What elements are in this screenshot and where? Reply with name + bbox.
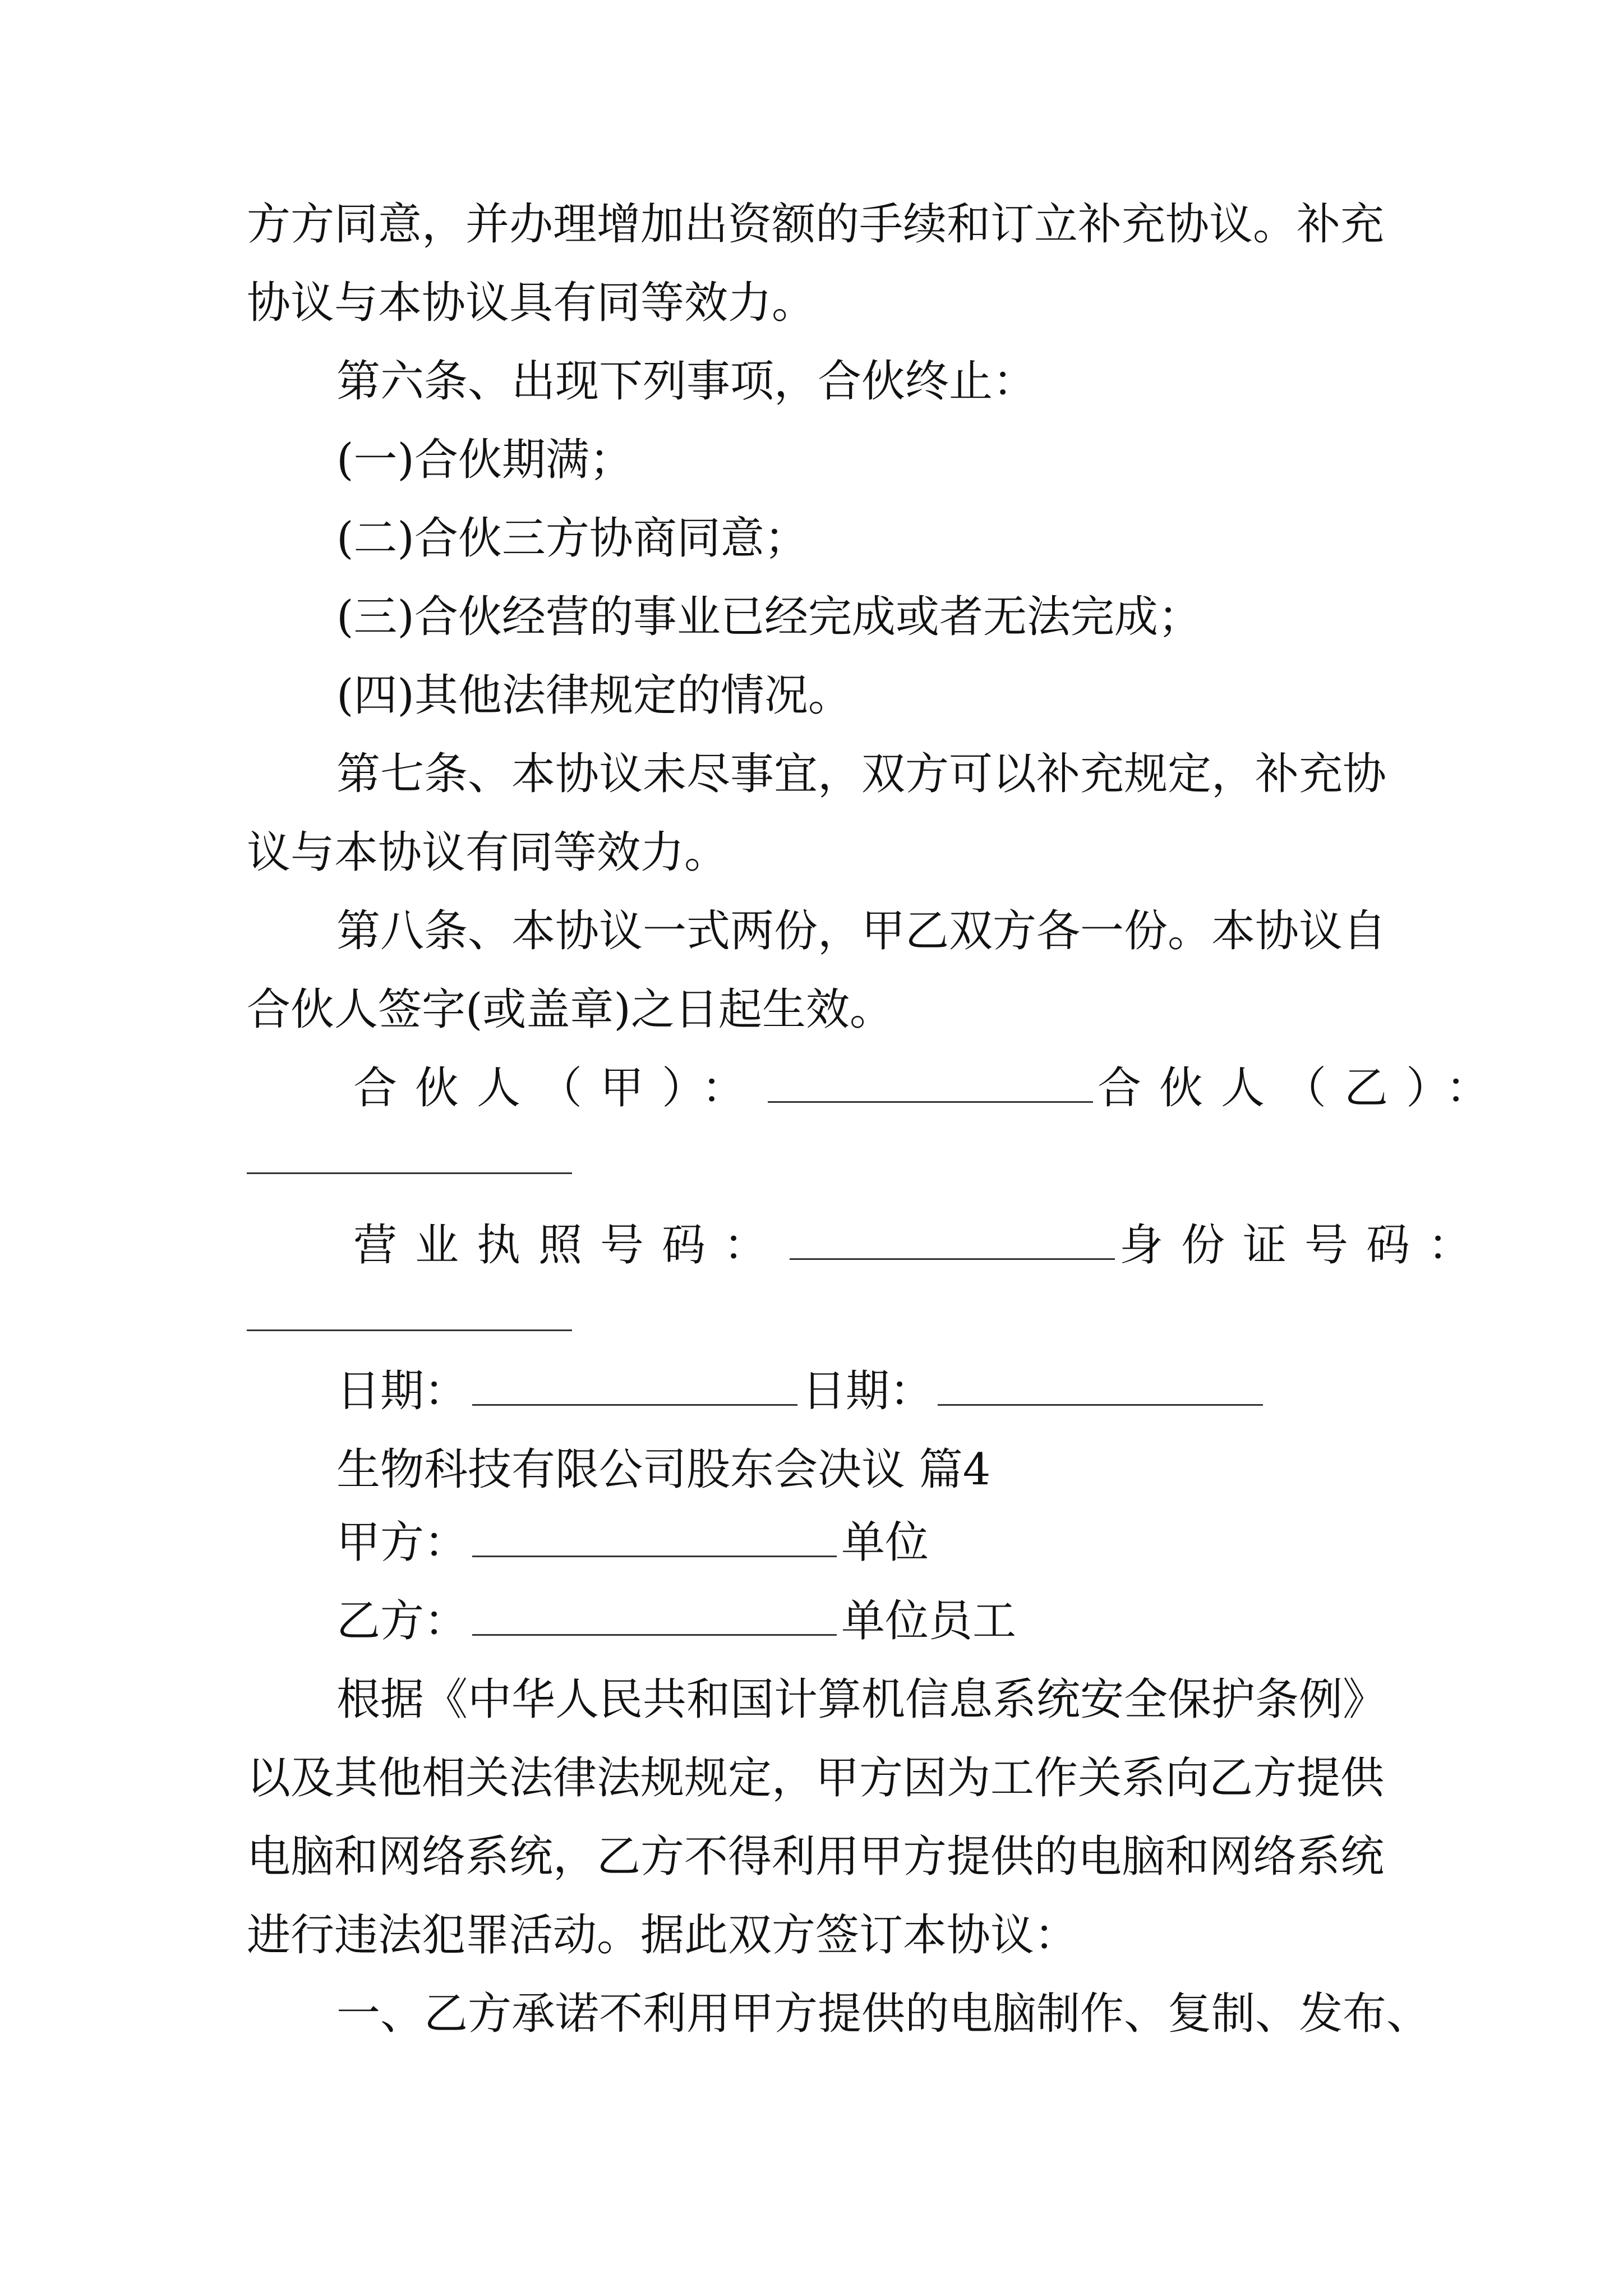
- paragraph-line: 议与本协议有同等效力。: [247, 827, 728, 878]
- party-b-label: 乙方：: [336, 1596, 468, 1646]
- paragraph-line: 进行违法犯罪活动。据此双方签订本协议：: [247, 1910, 1078, 1961]
- list-item: (一)合伙期满；: [336, 435, 633, 485]
- id-number-label: 身份证号码：: [1119, 1220, 1490, 1271]
- party-b-row: [336, 1593, 1016, 1649]
- paragraph-line: 合伙人签字(或盖章)之日起生效。: [247, 984, 893, 1035]
- partner-signature-row: [353, 1060, 1507, 1116]
- paragraph-line: 协议与本协议具有同等效力。: [247, 278, 816, 328]
- article-six-heading: 第六条、出现下列事项，合伙终止：: [336, 356, 1037, 407]
- date-label-a: 日期：: [336, 1366, 468, 1416]
- article-seven: 第七条、本协议未尽事宜，双方可以补充规定，补充协: [336, 749, 1387, 799]
- id-number-blank[interactable]: [247, 1329, 572, 1331]
- partner-b-blank[interactable]: [247, 1172, 572, 1174]
- party-a-label: 甲方：: [336, 1517, 468, 1568]
- section-title: 生物科技有限公司股东会决议 篇4: [336, 1444, 991, 1495]
- date-blank-b[interactable]: [938, 1365, 1263, 1406]
- list-item: (四)其他法律规定的情况。: [336, 670, 852, 721]
- date-row: [336, 1363, 1267, 1419]
- list-item: (三)合伙经营的事业已经完成或者无法完成；: [336, 592, 1202, 642]
- partner-b-label: 合伙人（乙）：: [1098, 1063, 1508, 1114]
- license-row: [353, 1217, 1490, 1273]
- paragraph-line: 电脑和网络系统，乙方不得利用甲方提供的电脑和网络系统: [247, 1832, 1385, 1882]
- list-item: (二)合伙三方协商同意；: [336, 513, 808, 564]
- party-a-row: [336, 1515, 929, 1571]
- clause-one: 一、乙方承诺不利用甲方提供的电脑制作、复制、发布、: [336, 1989, 1431, 2039]
- date-blank-a[interactable]: [472, 1365, 797, 1406]
- party-b-suffix: 单位员工: [841, 1596, 1017, 1646]
- date-label-b: 日期：: [802, 1366, 934, 1416]
- party-b-blank[interactable]: [472, 1595, 837, 1636]
- party-a-blank[interactable]: [472, 1516, 837, 1557]
- paragraph-line: 根据《中华人民共和国计算机信息系统安全保护条例》: [336, 1674, 1387, 1725]
- license-label: 营业执照号码：: [353, 1220, 786, 1271]
- paragraph-line: 方方同意，并办理增加出资额的手续和订立补充协议。补充: [247, 199, 1385, 250]
- partner-a-blank[interactable]: [768, 1062, 1093, 1103]
- paragraph-line: 以及其他相关法律法规规定，甲方因为工作关系向乙方提供: [247, 1753, 1385, 1803]
- license-blank[interactable]: [790, 1219, 1115, 1260]
- party-a-suffix: 单位: [841, 1517, 929, 1568]
- article-eight: 第八条、本协议一式两份，甲乙双方各一份。本协议自: [336, 906, 1387, 956]
- partner-a-label: 合伙人（甲）：: [353, 1063, 764, 1114]
